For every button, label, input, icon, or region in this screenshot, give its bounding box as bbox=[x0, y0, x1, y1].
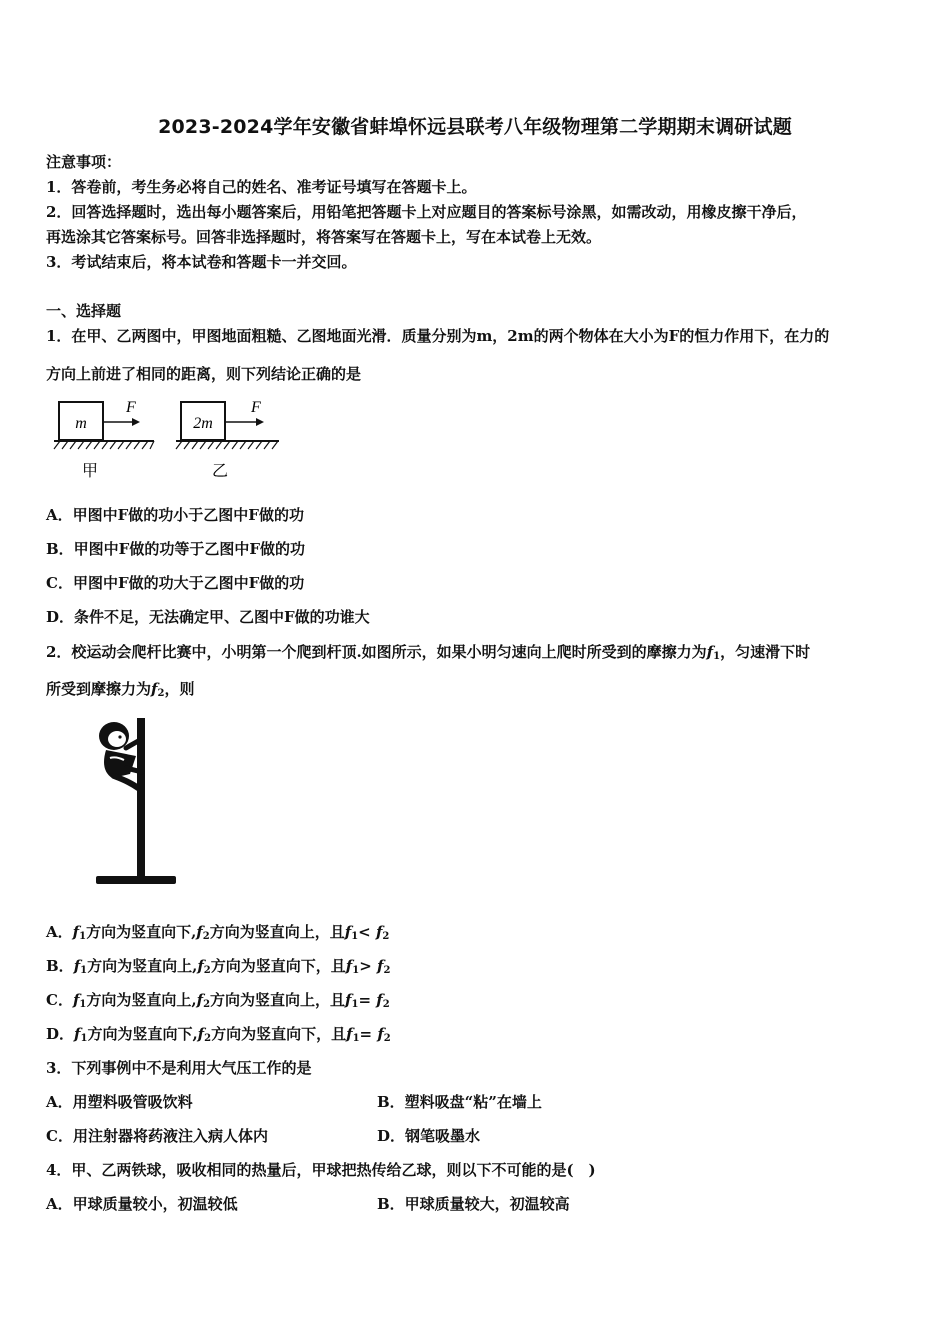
q2-pole-climber-figure bbox=[90, 712, 190, 892]
caption-jia: 甲 bbox=[81, 461, 99, 480]
q3-option-b: B．塑料吸盘“粘”在墙上 bbox=[377, 1093, 542, 1111]
force-label-left: F bbox=[126, 399, 136, 416]
section-heading: 一、选择题 bbox=[46, 302, 122, 320]
pole-base bbox=[96, 876, 176, 884]
q1-figure bbox=[50, 394, 290, 484]
notice-heading: 注意事项： bbox=[46, 153, 122, 171]
caption-yi: 乙 bbox=[211, 461, 229, 480]
ground-hatch-left bbox=[54, 441, 154, 449]
q2-stem-line1: 2．校运动会爬杆比赛中，小明第一个爬到杆顶.如图所示，如果小明匀速向上爬时所受到的摩擦力为$f_1$，匀速滑下时 bbox=[46, 643, 811, 662]
q4-option-b: B．甲球质量较大，初温较高 bbox=[377, 1195, 570, 1213]
page-title: 2023-2024学年安徽省蚌埠怀远县联考八年级物理第二学期期末调研试题 bbox=[158, 116, 792, 138]
ground-hatch-right bbox=[176, 441, 278, 449]
q2-option-c: C．$f_1$方向为竖直向上$,f_2$方向为竖直向上，且$f_1= f_2$ bbox=[46, 991, 390, 1010]
block-2m-label: 2m bbox=[193, 415, 213, 432]
q2-stem-line2: 所受到摩擦力为$f_2$，则 bbox=[46, 680, 195, 699]
q4-option-a: A．甲球质量较小，初温较低 bbox=[46, 1195, 238, 1213]
q2-option-b: B．$f_1$方向为竖直向上$,f_2$方向为竖直向下，且$f_1> f_2$ bbox=[46, 957, 391, 976]
q1-stem-line2: 方向上前进了相同的距离，则下列结论正确的是 bbox=[46, 365, 362, 383]
notice-item: 1．答卷前，考生务必将自己的姓名、准考证号填写在答题卡上。 bbox=[46, 178, 477, 196]
q3-option-d: D．钢笔吸墨水 bbox=[377, 1127, 481, 1145]
block-m-label: m bbox=[75, 415, 87, 432]
q1-option-c: C．甲图中F做的功大于乙图中F做的功 bbox=[46, 574, 305, 592]
force-label-right: F bbox=[251, 399, 261, 416]
notice-item: 再选涂其它答案标号。回答非选择题时，将答案写在答题卡上，写在本试卷上无效。 bbox=[46, 228, 602, 246]
q1-stem-line1: 1．在甲、乙两图中，甲图地面粗糙、乙图地面光滑．质量分别为m，2m的两个物体在大小为F的恒力作用下，在力的 bbox=[46, 327, 830, 345]
climber-person bbox=[99, 722, 142, 788]
q3-option-a: A．用塑料吸管吸饮料 bbox=[46, 1093, 193, 1111]
q2-option-a: A．$f_1$方向为竖直向下$,f_2$方向为竖直向上，且$f_1< f_2$ bbox=[46, 923, 390, 942]
q4-stem: 4．甲、乙两铁球，吸收相同的热量后，甲球把热传给乙球，则以下不可能的是( ) bbox=[46, 1161, 596, 1179]
q3-stem: 3．下列事例中不是利用大气压工作的是 bbox=[46, 1059, 312, 1077]
q1-option-b: B．甲图中F做的功等于乙图中F做的功 bbox=[46, 540, 305, 558]
notice-item: 2．回答选择题时，选出每小题答案后，用铅笔把答题卡上对应题目的答案标号涂黑，如需改动，用橡皮擦干净后， bbox=[46, 203, 807, 221]
notice-item: 3．考试结束后，将本试卷和答题卡一并交回。 bbox=[46, 253, 357, 271]
q2-option-d: D．$f_1$方向为竖直向下$,f_2$方向为竖直向下，且$f_1= f_2$ bbox=[46, 1025, 391, 1044]
force-arrowhead-left bbox=[132, 418, 140, 426]
q1-option-a: A．甲图中F做的功小于乙图中F做的功 bbox=[46, 506, 304, 524]
force-arrowhead-right bbox=[256, 418, 264, 426]
q3-option-c: C．用注射器将药液注入病人体内 bbox=[46, 1127, 268, 1145]
q1-option-d: D．条件不足，无法确定甲、乙图中F做的功谁大 bbox=[46, 608, 370, 626]
